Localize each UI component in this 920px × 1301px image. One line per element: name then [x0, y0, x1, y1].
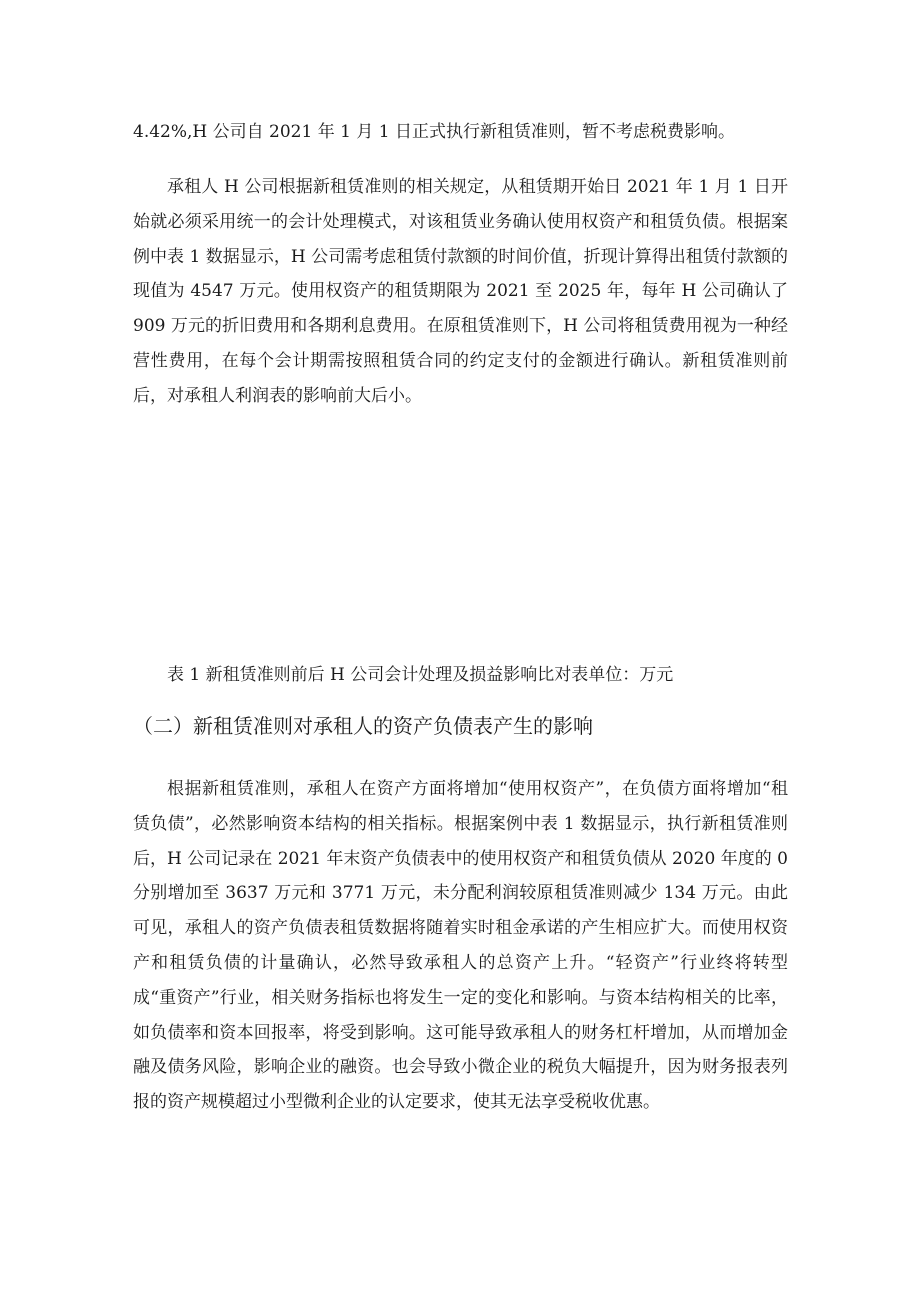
- paragraph-continued: 4.42%,H 公司自 2021 年 1 月 1 日正式执行新租赁准则，暂不考虑税费影响。: [133, 122, 735, 142]
- paragraph-balance-sheet: 根据新租赁准则，承租人在资产方面将增加“使用权资产”，在负债方面将增加“租赁负债”，必然影响资本结构的相关指标。根据案例中表 1 数据显示，执行新租赁准则后，H 公司记录在 2021 年末资产负债表中的使用权资产和租赁负债从 2020 年度的 0 分别增加至 3637 万元和 3771 万元，未分配利润较原租赁准则减少 134 万元。由此可见，承租人的资产负债表租赁数据将随着实时租金承诺的产生相应扩大。而使用权资产和租赁负债的计量确认，必然导致承租人的总资产上升。“轻资产”行业终将转型成“重资产”行业，相关财务指标也将发生一定的变化和影响。与资本结构相关的比率，如负债率和资本回报率，将受到影响。这可能导致承租人的财务杠杆增加，从而增加金融及债务风险，影响企业的融资。也会导致小微企业的税负大幅提升，因为财务报表列报的资产规模超过小型微利企业的认定要求，使其无法享受税收优惠。: [133, 779, 788, 1113]
- table-caption: 表 1 新租赁准则前后 H 公司会计处理及损益影响比对表单位：万元: [167, 665, 674, 685]
- paragraph-lessee-income: 承租人 H 公司根据新租赁准则的相关规定，从租赁期开始日 2021 年 1 月 1 日开始就必须采用统一的会计处理模式，对该租赁业务确认使用权资产和租赁负债。根据案例中表 1 数据显示，H 公司需考虑租赁付款额的时间价值，折现计算得出租赁付款额的现值为 4547 万元。使用权资产的租赁期限为 2021 至 2025 年，每年 H 公司确认了 909 万元的折旧费用和各期利息费用。在原租赁准则下，H 公司将租赁费用视为一种经营性费用，在每个会计期需按照租赁合同的约定支付的金额进行确认。新租赁准则前后，对承租人利润表的影响前大后小。: [133, 177, 788, 406]
- section-heading: （二）新租赁准则对承租人的资产负债表产生的影响: [133, 714, 593, 738]
